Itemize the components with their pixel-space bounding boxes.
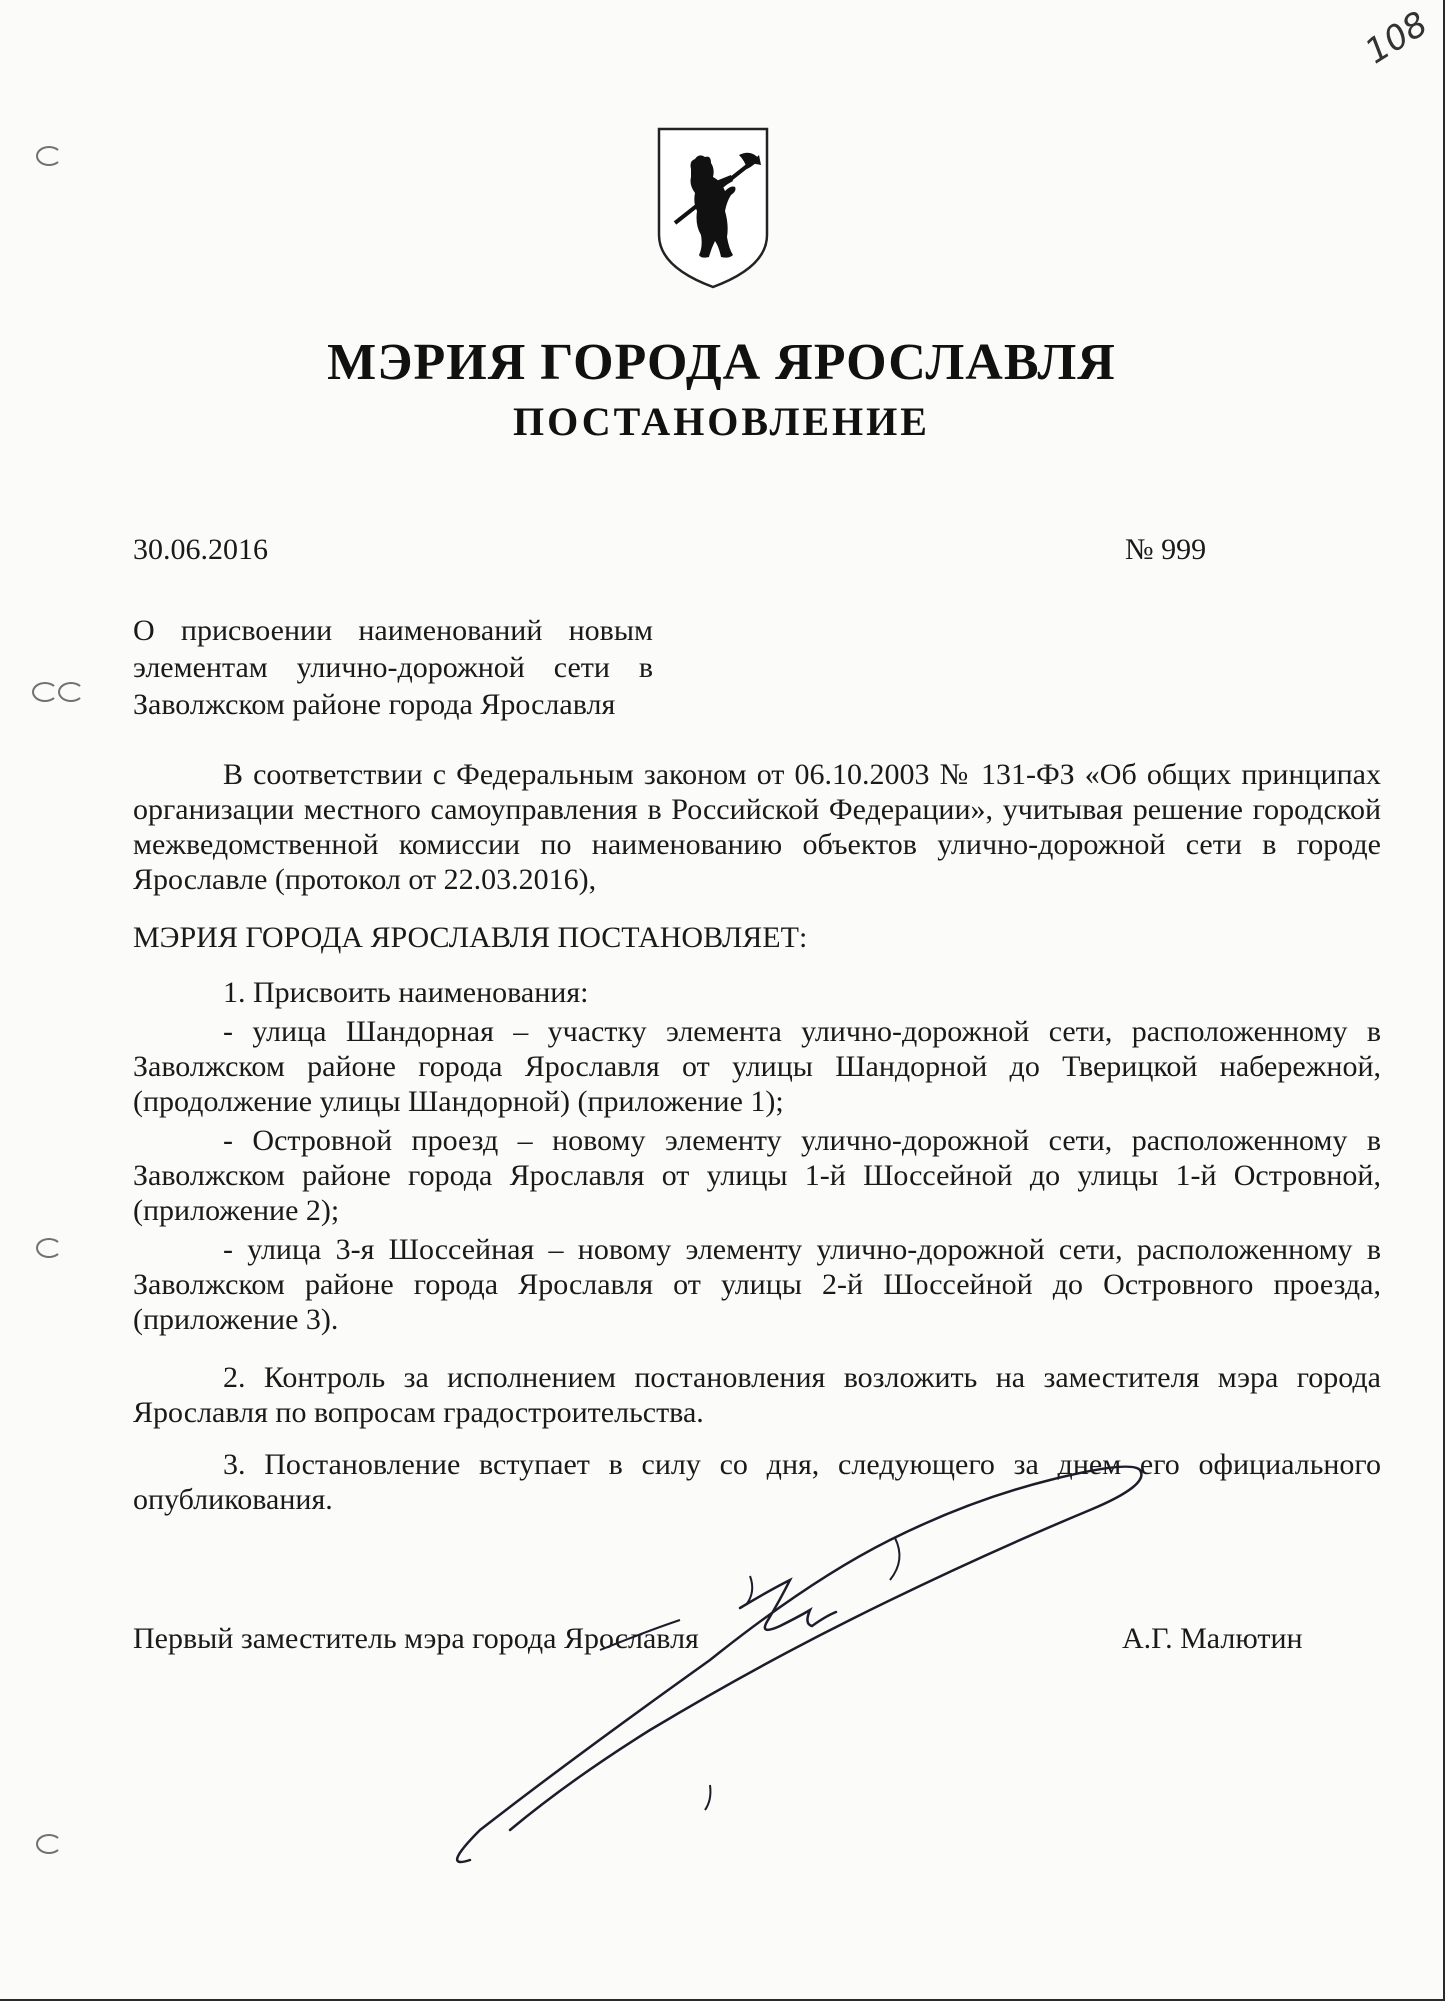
decree-item-1: [133, 975, 1381, 1337]
decree-item-2: 2. Контроль за исполнением постановления возложить на заместителя мэра города Ярославля по вопросам градостроительства.: [133, 1361, 1381, 1429]
signer-title: Первый заместитель мэра города Ярославля: [133, 1622, 699, 1655]
intro-paragraph: В соответствии с Федеральным законом от 06.10.2003 № 131-ФЗ «Об общих принципах организации местного самоуправления в Российской Федерации», учитывая решение городской межведомственной комиссии по наименованию объектов улично-дорожной сети в городе Ярославле (протокол от 22.03.2016),: [133, 758, 1381, 896]
binder-hole-mark: [32, 682, 58, 702]
organization-title: МЭРИЯ ГОРОДА ЯРОСЛАВЛЯ: [327, 334, 1116, 391]
decree-statement: МЭРИЯ ГОРОДА ЯРОСЛАВЛЯ ПОСТАНОВЛЯЕТ:: [133, 921, 808, 954]
binder-hole-mark: [36, 1238, 62, 1258]
archive-page-number: 108: [1358, 3, 1435, 73]
document-date: 30.06.2016: [133, 533, 268, 566]
decree-item-1-subitem: - улица Шандорная – участку элемента улично-дорожной сети, расположенному в Заволжском районе города Ярославля от улицы Шандорной до Тверицкой набережной, (продолжение улицы Шандорной) (приложение 1);: [133, 1015, 1381, 1118]
document-subject: О присвоении наименований новым элементам улично-дорожной сети в Заволжском районе города Ярославля: [133, 614, 653, 721]
decree-item-1-subitem: - Островной проезд – новому элементу улично-дорожной сети, расположенному в Заволжском районе города Ярославля от улицы 1-й Шоссейной до улицы 1-й Островной, (приложение 2);: [133, 1124, 1381, 1227]
binder-hole-mark: [58, 682, 84, 702]
handwritten-signature-icon: [450, 1430, 1180, 1880]
document-number: № 999: [1125, 533, 1207, 566]
binder-hole-mark: [36, 146, 62, 166]
decree-item-3: 3. Постановление вступает в силу со дня, следующего за днем его официального опубликования.: [133, 1448, 1381, 1516]
decree-item-1-subitem: - улица 3-я Шоссейная – новому элементу улично-дорожной сети, расположенному в Заволжском районе города Ярославля от улицы 2-й Шоссейной до Островного проезда, (приложение 3).: [133, 1233, 1381, 1336]
document-type-title: ПОСТАНОВЛЕНИЕ: [513, 399, 930, 444]
signer-name: А.Г. Малютин: [1122, 1622, 1303, 1655]
yaroslavl-bear-coat-of-arms-icon: [655, 125, 771, 291]
binder-hole-mark: [36, 1834, 62, 1854]
decree-item-1-title: 1. Присвоить наименования:: [223, 976, 589, 1009]
